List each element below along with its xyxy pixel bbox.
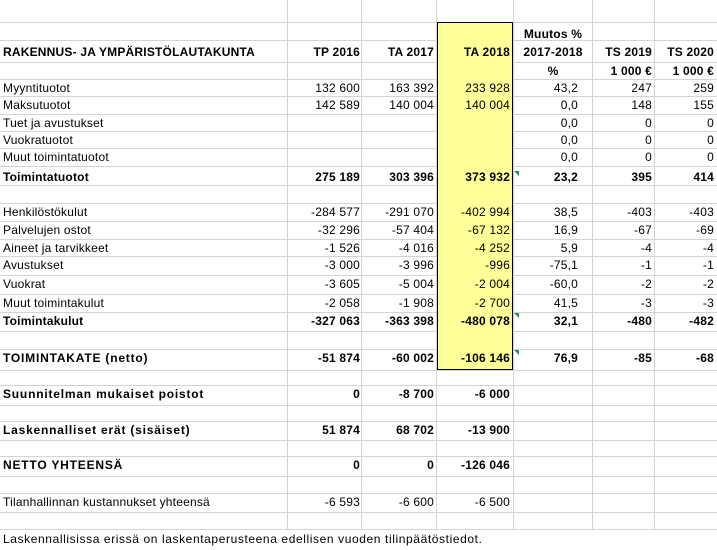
cell-ta2018: 140 004 [465,98,510,112]
cell-ta2017: -291 070 [385,205,434,219]
cell-tp2016: -327 063 [311,314,360,328]
cell-ta2017: -57 404 [391,223,434,237]
row-label: Henkilöstökulut [3,205,88,219]
cell-ta2017: 0 [427,458,434,472]
cell-tp2016: 275 189 [315,170,360,184]
cell-ta2018: -2 004 [474,277,510,291]
cell-ts2019: 148 [631,98,652,112]
cell-tp2016: -3 605 [324,277,360,291]
cell-ts2019: -4 [640,241,652,255]
row-label: Toimintakulut [3,314,84,328]
cell-ta2018: 373 932 [465,170,510,184]
row-label: Suunnitelman mukaiset poistot [3,387,205,401]
cell-muutos: 38,5 [553,205,578,219]
cell-ta2017: 303 396 [389,170,434,184]
cell-ta2017: 140 004 [389,98,434,112]
cell-ts2020: 155 [693,98,714,112]
cell-ta2018: -13 900 [467,423,510,437]
cell-ts2019: -1 [640,258,652,272]
cell-ta2018: -996 [485,258,510,272]
header-ts2020: TS 2020 [667,45,714,59]
cell-ta2017: 68 702 [396,423,434,437]
cell-ta2018: -6 000 [474,387,510,401]
cell-tp2016: 132 600 [315,81,360,95]
cell-ts2020: -68 [696,351,714,365]
cell-ts2020: 0 [707,116,714,130]
cell-ta2017: -363 398 [385,314,434,328]
cell-ta2017: -1 908 [398,296,434,310]
cell-tp2016: -2 058 [324,296,360,310]
grid-row-line [0,40,717,41]
grid-row-line [0,405,717,406]
comment-marker-toimintakate[interactable] [514,350,519,355]
cell-ta2018: -4 252 [474,241,510,255]
cell-ta2017: -6 600 [398,495,434,509]
row-label: Toimintatuotot [3,170,89,184]
cell-ts2020: -482 [689,314,714,328]
grid-row-line [0,370,717,371]
cell-ts2020: 0 [707,133,714,147]
cell-tp2016: -6 593 [324,495,360,509]
comment-marker-toimintatuotot[interactable] [514,171,519,176]
row-label: Maksutuotot [3,98,71,112]
cell-muutos: -60,0 [549,277,578,291]
cell-ta2018: -106 146 [461,351,510,365]
cell-tp2016: 142 589 [315,98,360,112]
cell-ta2017: -8 700 [398,387,434,401]
grid-row-line [0,166,717,167]
cell-muutos: 32,1 [553,314,578,328]
cell-muutos: 76,9 [553,351,578,365]
cell-ts2019: 0 [645,116,652,130]
cell-ts2019: -2 [640,277,652,291]
cell-muutos: 0,0 [560,116,578,130]
cell-ts2019: -3 [640,296,652,310]
cell-ts2019: -403 [627,205,652,219]
cell-ts2019: 395 [631,170,652,184]
cell-ts2020: 414 [693,170,714,184]
footnote: Laskennallisissa erissä on laskentaperusteena edellisen vuoden tilinpäätöstiedot. [3,532,483,546]
unit-percent: % [547,64,559,78]
row-label: Aineet ja tarvikkeet [3,241,109,255]
cell-ta2018: -6 500 [474,495,510,509]
grid-row-line [0,529,717,530]
row-label: NETTO YHTEENSÄ [3,458,124,472]
row-label: Vuokrat [3,277,46,291]
cell-ta2017: -5 004 [398,277,434,291]
cell-ts2020: -69 [696,223,714,237]
header-tp2016: TP 2016 [313,45,360,59]
cell-ts2019: -480 [627,314,652,328]
row-label: Tuet ja avustukset [3,116,104,130]
cell-ta2017: -3 996 [398,258,434,272]
row-label: Muut toimintakulut [3,296,104,310]
cell-tp2016: 0 [353,458,360,472]
header-muutos-years: 2017-2018 [523,45,583,59]
cell-ta2017: -4 016 [398,241,434,255]
row-label: Myyntituotot [3,81,71,95]
cell-muutos: 0,0 [560,133,578,147]
unit-thousand-eur-2020: 1 000 € [672,64,714,78]
row-label: TOIMINTAKATE (netto) [3,351,149,365]
cell-ta2018: -2 700 [474,296,510,310]
cell-ta2018: -402 994 [461,205,510,219]
cell-tp2016: -1 526 [324,241,360,255]
cell-ts2020: 0 [707,150,714,164]
cell-tp2016: -51 874 [317,351,360,365]
cell-tp2016: 51 874 [322,423,360,437]
cell-muutos: 16,9 [553,223,578,237]
grid-row-line [0,440,717,441]
grid-row-line [0,331,717,332]
cell-ta2018: -126 046 [461,458,510,472]
comment-marker-toimintakulut[interactable] [514,313,519,318]
grid-row-line [0,476,717,477]
row-label: Vuokratuotot [3,133,73,147]
cell-ts2020: 259 [693,81,714,95]
row-label: Palvelujen ostot [3,223,91,237]
cell-ta2018: -480 078 [461,314,510,328]
cell-muutos: 5,9 [560,241,578,255]
row-label: Muut toimintatuotot [3,150,109,164]
header-ta2017: TA 2017 [387,45,434,59]
cell-ts2020: -403 [689,205,714,219]
cell-ts2019: -67 [634,223,652,237]
unit-thousand-eur-2019: 1 000 € [610,64,652,78]
cell-muutos: 43,2 [553,81,578,95]
row-label: Avustukset [3,258,64,272]
row-label: Tilanhallinnan kustannukset yhteensä [3,495,210,509]
cell-muutos: 0,0 [560,98,578,112]
grid-row-line [0,22,717,23]
cell-ts2020: -4 [702,241,714,255]
cell-muutos: -75,1 [549,258,578,272]
cell-tp2016: -3 000 [324,258,360,272]
cell-ta2018: 233 928 [465,81,510,95]
cell-ts2020: -1 [702,258,714,272]
cell-ta2017: 163 392 [389,81,434,95]
cell-ta2018: -67 132 [467,223,510,237]
cell-tp2016: 0 [353,387,360,401]
cell-ts2019: 0 [645,150,652,164]
cell-ts2019: 247 [631,81,652,95]
header-muutos: Muutos % [523,27,583,41]
cell-muutos: 23,2 [553,170,578,184]
header-ts2019: TS 2019 [605,45,652,59]
cell-ts2020: -2 [702,277,714,291]
cell-ts2019: -85 [634,351,652,365]
row-label: Laskennalliset erät (sisäiset) [3,423,191,437]
table-title: RAKENNUS- JA YMPÄRISTÖLAUTAKUNTA [3,45,255,59]
cell-tp2016: -32 296 [317,223,360,237]
cell-muutos: 41,5 [553,296,578,310]
cell-muutos: 0,0 [560,150,578,164]
header-ta2018: TA 2018 [463,45,510,59]
grid-row-line [0,512,717,513]
cell-ts2020: -3 [702,296,714,310]
cell-tp2016: -284 577 [311,205,360,219]
cell-ts2019: 0 [645,133,652,147]
cell-ta2017: -60 002 [391,351,434,365]
